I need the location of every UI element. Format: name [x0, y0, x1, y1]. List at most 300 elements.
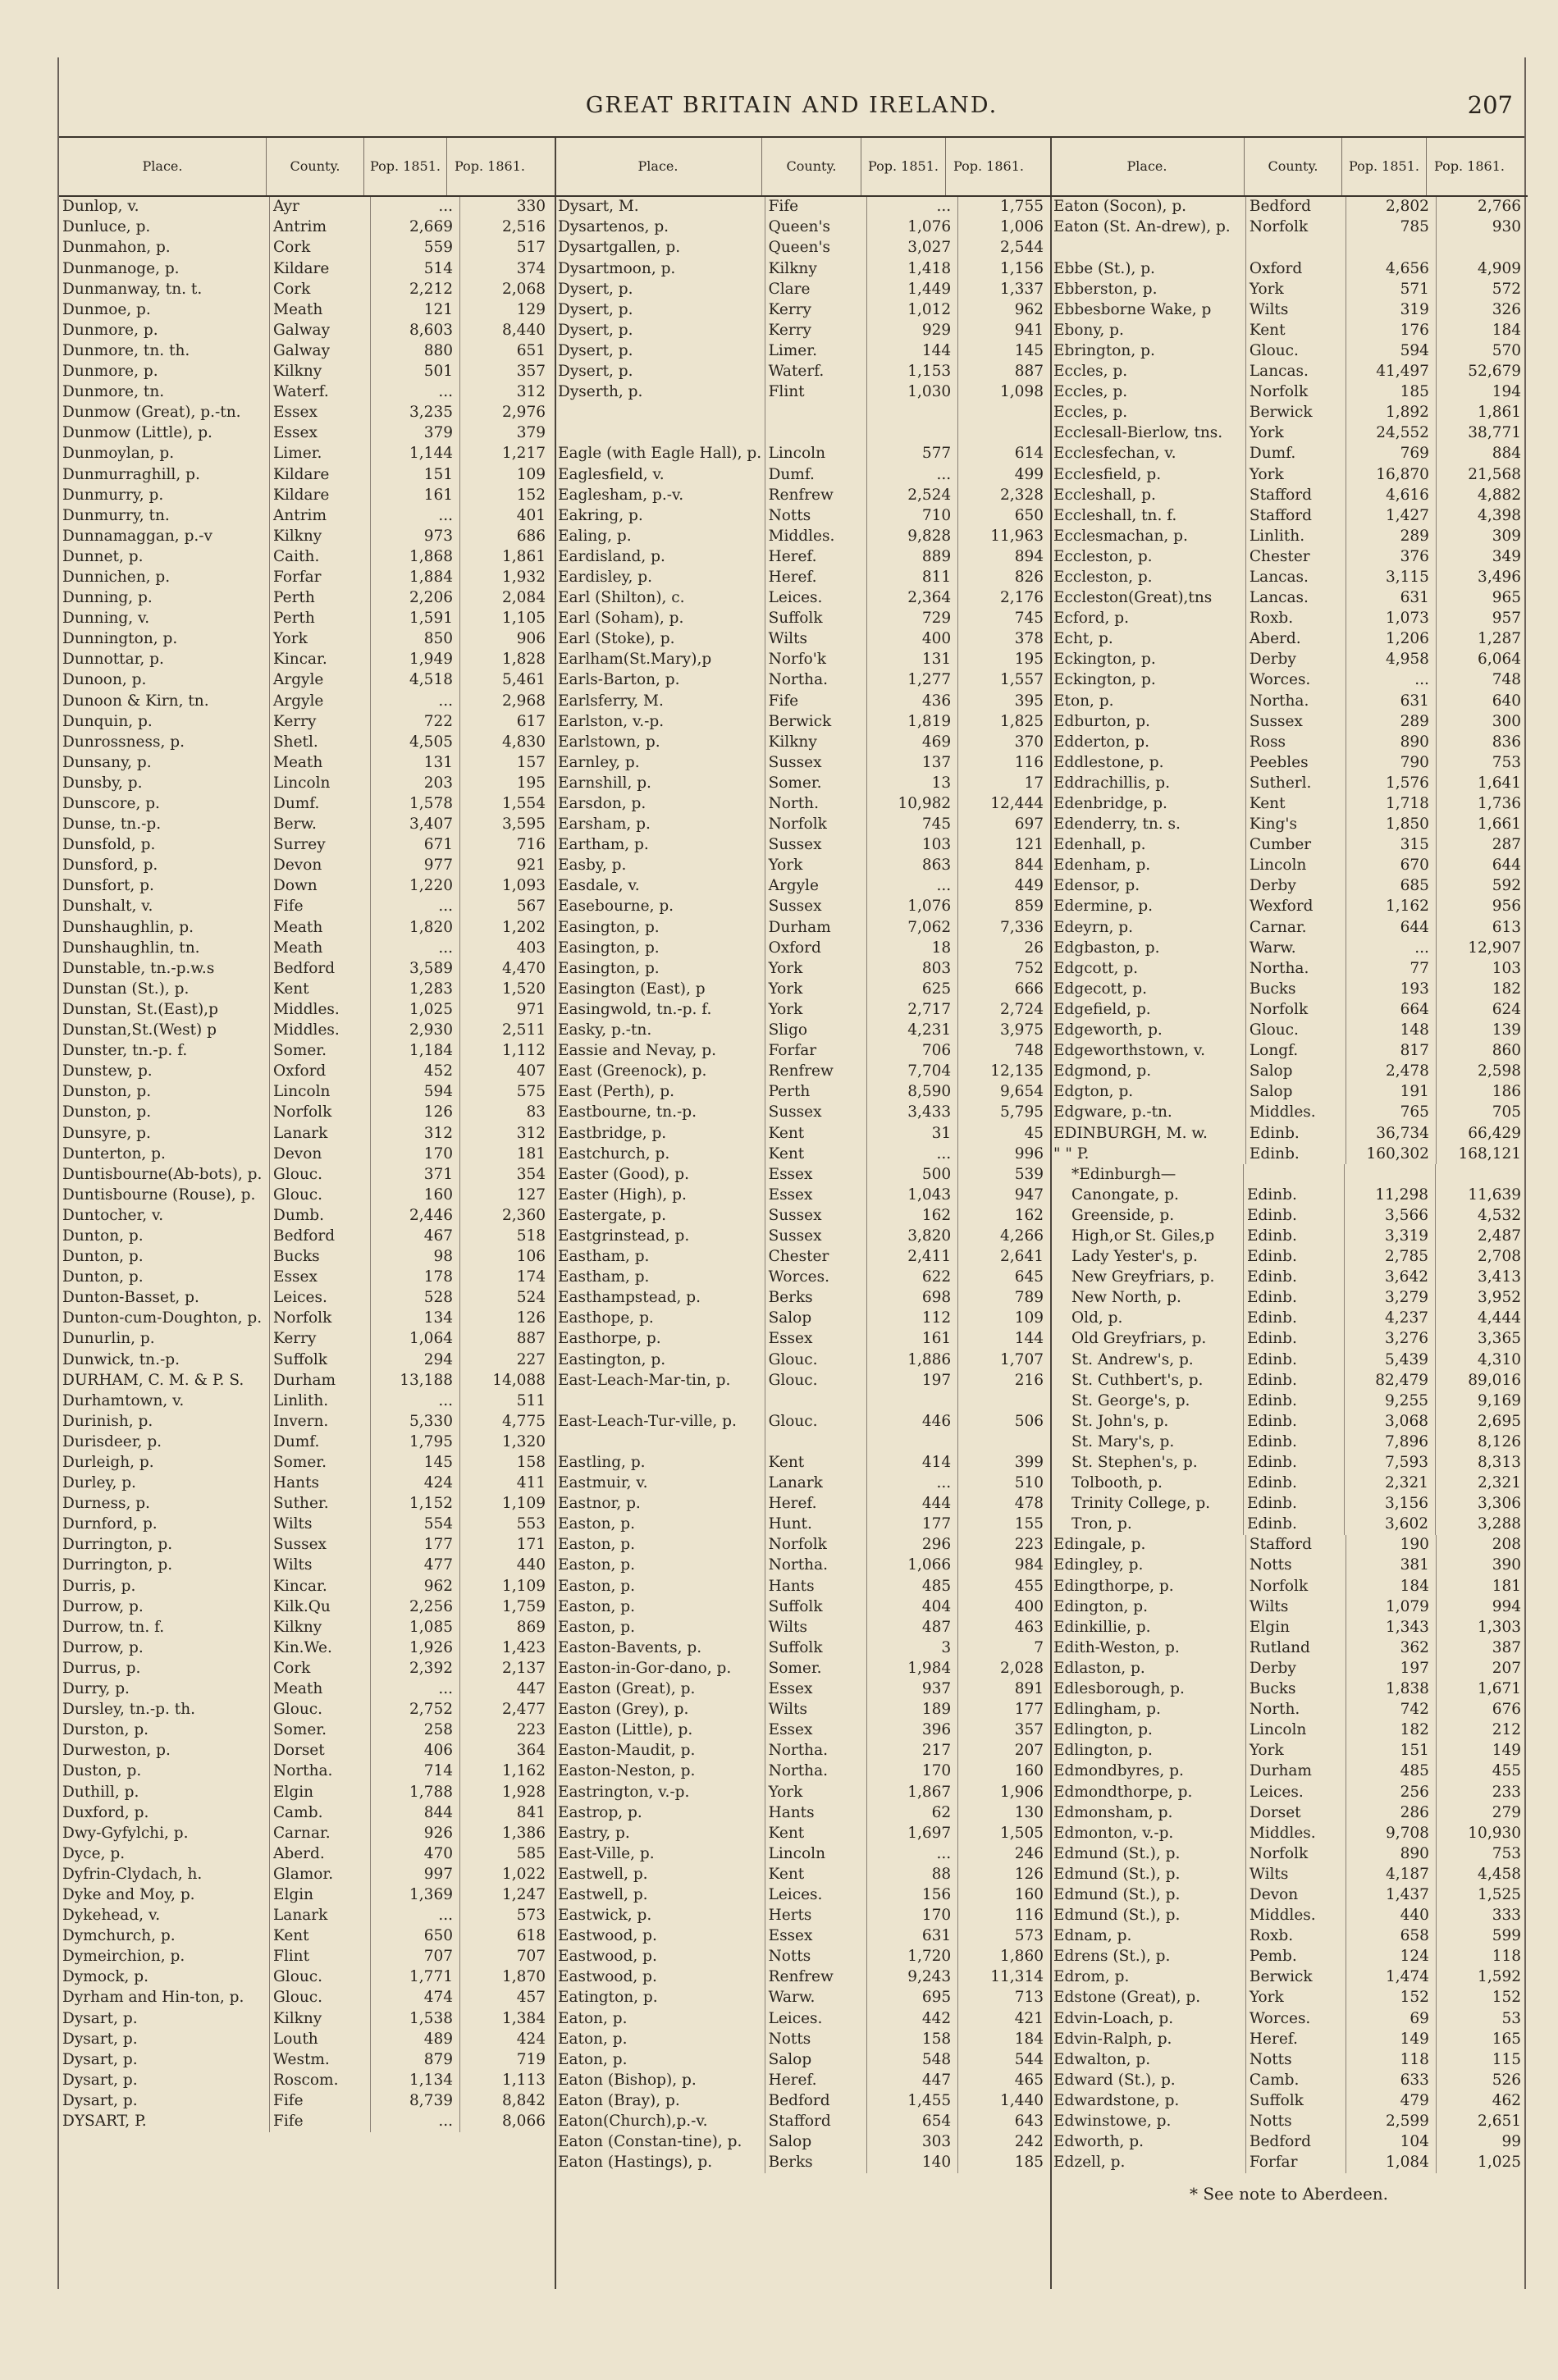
place-cell: Easton, p. [555, 1576, 765, 1597]
county-cell: Shetl. [270, 732, 371, 752]
table-row [59, 362, 555, 382]
county-cell: Westm. [270, 2049, 371, 2070]
column-header-row [59, 138, 555, 197]
table-row [59, 650, 555, 670]
pop-1861-cell: 956 [1492, 899, 1522, 915]
pop-1861-cell: 613 [1492, 920, 1522, 936]
pop-1861-cell: 697 [1014, 817, 1044, 833]
county-cell: Glouc. [1246, 341, 1346, 362]
county-cell: Flint [270, 1947, 371, 1967]
place-cell: Dunluce, p. [59, 217, 270, 238]
county-cell: Essex [765, 1164, 868, 1185]
county-cell: Renfrew [765, 1062, 868, 1082]
place-cell: Edgware, p.-tn. [1050, 1103, 1246, 1123]
pop-1851-cell: 631 [1346, 588, 1437, 609]
table-row [555, 2029, 1050, 2049]
place-cell: Duthill, p. [59, 1782, 270, 1802]
pop-1851-cell: 470 [371, 1844, 460, 1865]
place-cell: Dunmow (Little), p. [59, 423, 270, 444]
place-cell: Edwardstone, p. [1050, 2091, 1246, 2112]
column-header-pop1851: Pop. 1851. [364, 138, 447, 195]
county-cell: Somer. [765, 1659, 868, 1679]
table-row [59, 1432, 555, 1453]
table-row [555, 2153, 1050, 2173]
table-row [555, 547, 1050, 568]
pop-1861-cell: 1,006 [1000, 220, 1044, 235]
table-row [59, 568, 555, 588]
place-cell: Eagle (with Eagle Hall), p. [555, 444, 765, 464]
county-cell: Lanark [765, 1473, 868, 1494]
place-cell: Edwinstowe, p. [1050, 2112, 1246, 2132]
pop-1851-cell: 2,524 [867, 485, 958, 505]
county-cell: Forfar [270, 568, 371, 588]
pop-1851-cell: 3,820 [867, 1227, 958, 1247]
county-cell: Durham [1246, 1761, 1346, 1782]
place-cell: St. John's, p. [1050, 1412, 1244, 1432]
pop-1861-cell: 1,093 [502, 879, 546, 894]
pop-1851-cell: 296 [867, 1535, 958, 1555]
pop-1851-cell: ... [371, 1679, 460, 1700]
place-cell: Eccleshall, tn. f. [1050, 505, 1246, 526]
table-row [555, 1782, 1050, 1802]
table-row [555, 1947, 1050, 1967]
pop-1851-cell: 671 [371, 835, 460, 856]
pop-1861-cell: 38,771 [1468, 426, 1522, 441]
pop-1861-cell: 707 [516, 1949, 546, 1965]
pop-1851-cell: ... [867, 197, 958, 217]
pop-1851-cell: 742 [1346, 1700, 1437, 1720]
pop-1861-cell: 1,825 [1000, 714, 1044, 730]
table-row [59, 258, 555, 279]
pop-1861-cell: 2,328 [1000, 487, 1044, 504]
county-cell: Warw. [1246, 938, 1346, 958]
column-header-pop1851: Pop. 1851. [1342, 138, 1427, 195]
place-cell: Edderton, p. [1050, 732, 1246, 752]
county-cell: Edinb. [1244, 1432, 1345, 1453]
place-cell: Easebourne, p. [555, 897, 765, 917]
table-row [1050, 691, 1528, 711]
table-row [59, 1885, 555, 1906]
pop-1851-cell: 10,982 [867, 794, 958, 815]
pop-1861-cell: 686 [516, 528, 546, 545]
place-cell: Edvin-Loach, p. [1050, 2008, 1246, 2029]
county-cell: Perth [270, 588, 371, 609]
pop-1851-cell: 2,206 [371, 588, 460, 609]
table-row [1050, 1617, 1528, 1638]
pop-1861-cell: 103 [1492, 961, 1522, 977]
county-cell: Glouc. [765, 1370, 868, 1391]
place-cell: Eakring, p. [555, 505, 765, 526]
table-row [1050, 1761, 1528, 1782]
table-row [1050, 279, 1528, 299]
column-header-row [1050, 138, 1528, 197]
place-cell: Dyce, p. [59, 1844, 270, 1865]
county-cell: Stafford [1246, 505, 1346, 526]
table-row [1050, 1144, 1528, 1164]
table-row [555, 403, 1050, 423]
county-cell: Kilkny [765, 732, 868, 752]
county-cell: Oxford [270, 1062, 371, 1082]
table-row [1050, 1638, 1528, 1659]
place-cell: Easby, p. [555, 856, 765, 876]
county-cell: Kent [765, 1823, 868, 1843]
pop-1851-cell: 3,642 [1345, 1268, 1436, 1288]
pop-1861-cell: 666 [1014, 981, 1044, 998]
pop-1851-cell: 3,566 [1345, 1206, 1436, 1227]
table-row [555, 485, 1050, 505]
county-cell: Kent [270, 980, 371, 1000]
county-cell: Chester [765, 1247, 868, 1268]
pop-1861-cell: 1,906 [1000, 1784, 1044, 1801]
table-row [555, 629, 1050, 650]
pop-1851-cell: 654 [867, 2112, 958, 2132]
pop-1861-cell: 3,306 [1478, 1496, 1521, 1512]
county-cell: Bedford [270, 958, 371, 979]
pop-1861-cell: 83 [526, 1105, 546, 1121]
pop-1851-cell: 1,576 [1346, 774, 1437, 794]
table-row [1050, 2049, 1528, 2070]
pop-1861-cell: 2,651 [1478, 2114, 1522, 2130]
place-cell: Eaton (Bray), p. [555, 2091, 765, 2112]
county-cell: Edinb. [1246, 1144, 1346, 1164]
pop-1851-cell: 144 [867, 341, 958, 362]
county-cell: Essex [765, 1185, 868, 1206]
table-row [59, 588, 555, 609]
pop-1851-cell: 7,896 [1345, 1432, 1436, 1453]
county-cell: Edinb. [1244, 1453, 1345, 1473]
county-cell: Essex [270, 1268, 371, 1288]
place-cell: Eastington, p. [555, 1350, 765, 1370]
table-row [555, 2132, 1050, 2153]
table-row [1050, 1967, 1528, 1988]
table-row [555, 1103, 1050, 1123]
pop-1851-cell: ... [867, 1144, 958, 1164]
place-cell: St. George's, p. [1050, 1391, 1244, 1411]
county-cell: Lanark [270, 1906, 371, 1926]
table-row [1050, 670, 1528, 691]
place-cell: Dunstable, tn.-p.w.s [59, 958, 270, 979]
pop-1851-cell: 362 [1346, 1638, 1437, 1659]
table-row [555, 1967, 1050, 1988]
table-row [59, 711, 555, 732]
table-row [59, 1473, 555, 1494]
pop-1851-cell: 485 [867, 1576, 958, 1597]
county-cell: Notts [1246, 2049, 1346, 2070]
county-cell: Chester [1246, 547, 1346, 568]
pop-1861-cell: 182 [1492, 981, 1522, 998]
pop-1851-cell: 548 [867, 2049, 958, 2070]
county-cell: Edinb. [1244, 1329, 1345, 1350]
county-cell: Renfrew [765, 485, 868, 505]
table-row [555, 1555, 1050, 1576]
pop-1851-cell: 1,788 [371, 1782, 460, 1802]
table-row [555, 217, 1050, 238]
place-cell: Easton-Maudit, p. [555, 1741, 765, 1761]
county-cell: Essex [270, 403, 371, 423]
county-cell: Bedford [1246, 197, 1346, 217]
place-cell: Eccleston, p. [1050, 547, 1246, 568]
county-cell: Kent [765, 1144, 868, 1164]
pop-1851-cell: 149 [1346, 2029, 1437, 2049]
table-row [555, 299, 1050, 320]
county-cell: Sussex [1246, 711, 1346, 732]
place-cell: Old Greyfriars, p. [1050, 1329, 1244, 1350]
place-cell: Edeyrn, p. [1050, 917, 1246, 938]
table-row [555, 1309, 1050, 1329]
pop-1851-cell: 406 [371, 1741, 460, 1761]
pop-1851-cell: 315 [1346, 835, 1437, 856]
place-cell: Ebony, p. [1050, 321, 1246, 341]
place-cell: Eccles, p. [1050, 382, 1246, 403]
table-row [555, 1885, 1050, 1906]
place-cell: Edingale, p. [1050, 1535, 1246, 1555]
place-cell [555, 403, 765, 423]
table-row [555, 2112, 1050, 2132]
table-row [59, 2049, 555, 2070]
county-cell: Norfolk [270, 1309, 371, 1329]
pop-1851-cell: 145 [371, 1453, 460, 1473]
county-cell: Essex [765, 1329, 868, 1350]
table-row [1050, 321, 1528, 341]
table-row [59, 1144, 555, 1164]
table-row [555, 1268, 1050, 1288]
county-cell: Glouc. [765, 1412, 868, 1432]
table-row [59, 1782, 555, 1802]
table-row [59, 876, 555, 897]
pop-1851-cell: 890 [1346, 1844, 1437, 1865]
pop-1851-cell: 1,283 [371, 980, 460, 1000]
pop-1861-cell: 478 [1014, 1496, 1044, 1512]
pop-1861-cell: 971 [516, 1002, 546, 1018]
pop-1851-cell: 973 [371, 527, 460, 547]
place-cell: Dunmanoge, p. [59, 258, 270, 279]
pop-1861-cell: 617 [516, 714, 546, 730]
table-row [555, 568, 1050, 588]
pop-1851-cell: 1,076 [867, 217, 958, 238]
place-cell: Dunrossness, p. [59, 732, 270, 752]
place-cell: Ebbesborne Wake, p [1050, 299, 1246, 320]
pop-1851-cell: 161 [371, 485, 460, 505]
place-cell: Ebrington, p. [1050, 341, 1246, 362]
county-cell: Notts [1246, 2112, 1346, 2132]
place-cell: Easthorpe, p. [555, 1329, 765, 1350]
table-row [59, 382, 555, 403]
table-row [1050, 1247, 1528, 1268]
pop-1861-cell: 287 [1492, 838, 1522, 853]
pop-1861-cell: 12,135 [990, 1064, 1044, 1080]
table-row [59, 1329, 555, 1350]
pop-1861-cell: 517 [516, 240, 546, 256]
county-cell: Kent [1246, 321, 1346, 341]
table-body [1050, 197, 1528, 2173]
pop-1861-cell: 585 [516, 1846, 546, 1862]
pop-1851-cell: 170 [867, 1761, 958, 1782]
pop-1851-cell: 170 [371, 1144, 460, 1164]
pop-1861-cell: 748 [1492, 673, 1522, 688]
pop-1861-cell: 4,470 [502, 961, 546, 977]
county-cell: Wilts [765, 1617, 868, 1638]
pop-1851-cell: 4,187 [1346, 1865, 1437, 1885]
pop-1861-cell: 109 [516, 467, 546, 483]
table-row [1050, 1823, 1528, 1843]
county-cell: Edinb. [1244, 1247, 1345, 1268]
county-cell: Middles. [1246, 1823, 1346, 1843]
pop-1861-cell: 1,861 [502, 549, 546, 565]
pop-1851-cell: 140 [867, 2153, 958, 2173]
pop-1861-cell: 207 [1492, 1661, 1522, 1677]
table-row [1050, 876, 1528, 897]
table-row [59, 238, 555, 258]
pop-1861-cell: 1,641 [1478, 775, 1522, 792]
pop-1861-cell: 127 [516, 1187, 546, 1204]
county-cell: Salop [1246, 1062, 1346, 1082]
table-row [59, 197, 555, 217]
place-cell: Eastham, p. [555, 1268, 765, 1288]
table-row [1050, 588, 1528, 609]
county-cell: Caith. [270, 547, 371, 568]
place-cell: Easton (Little), p. [555, 1720, 765, 1741]
county-cell: Edinb. [1244, 1412, 1345, 1432]
place-cell: Easton (Great), p. [555, 1679, 765, 1700]
pop-1861-cell: 1,932 [502, 569, 546, 586]
pop-1851-cell: 1,886 [867, 1350, 958, 1370]
place-cell: DYSART, P. [59, 2112, 270, 2132]
pop-1861-cell: 592 [1492, 879, 1522, 894]
county-cell: Essex [765, 1926, 868, 1947]
pop-1851-cell: 121 [371, 299, 460, 320]
table-row [59, 1555, 555, 1576]
column-header-county: County. [1245, 138, 1342, 195]
table-row [555, 1597, 1050, 1617]
county-cell: Cumber [1246, 835, 1346, 856]
pop-1851-cell: 8,603 [371, 321, 460, 341]
county-cell [765, 1432, 868, 1453]
pop-1861-cell: 1,423 [502, 1640, 546, 1656]
pop-1861-cell: 930 [1492, 220, 1522, 235]
pop-1851-cell: 31 [867, 1123, 958, 1144]
place-cell: Ebbe (St.), p. [1050, 258, 1246, 279]
place-cell: Ebberston, p. [1050, 279, 1246, 299]
place-cell: Ecclesmachan, p. [1050, 527, 1246, 547]
county-cell: Meath [270, 1679, 371, 1700]
place-cell: Dunton-cum-Doughton, p. [59, 1309, 270, 1329]
county-cell: Clare [765, 279, 868, 299]
pop-1851-cell: 13,188 [371, 1370, 460, 1391]
table-row [59, 670, 555, 691]
table-row [555, 1679, 1050, 1700]
place-cell: Dunlop, v. [59, 197, 270, 217]
pop-1861-cell: 2,084 [502, 591, 546, 606]
pop-1861-cell: 575 [516, 1085, 546, 1100]
pop-1861-cell: 1,520 [502, 981, 546, 998]
county-cell: Dorset [1246, 1802, 1346, 1823]
table-row [1050, 1782, 1528, 1802]
pop-1861-cell: 651 [516, 343, 546, 359]
place-cell: Dunnet, p. [59, 547, 270, 568]
table-row [1050, 444, 1528, 464]
table-row [59, 629, 555, 650]
pop-1861-cell: 330 [516, 199, 546, 215]
pop-1851-cell: 817 [1346, 1041, 1437, 1062]
pop-1861-cell: 645 [1014, 1270, 1044, 1286]
pop-1851-cell: 162 [867, 1206, 958, 1227]
pop-1861-cell: 186 [1492, 1085, 1522, 1100]
pop-1851-cell: 3,279 [1345, 1288, 1436, 1309]
place-cell: Earsham, p. [555, 815, 765, 835]
county-cell: Edinb. [1244, 1268, 1345, 1288]
pop-1861-cell: 573 [516, 1908, 546, 1924]
pop-1851-cell: 182 [1346, 1720, 1437, 1741]
pop-1851-cell: 622 [867, 1268, 958, 1288]
place-cell: Easton (Grey), p. [555, 1700, 765, 1720]
county-cell: Devon [1246, 1885, 1346, 1906]
table-row [555, 876, 1050, 897]
place-cell: Edermine, p. [1050, 897, 1246, 917]
place-cell: Dysartenos, p. [555, 217, 765, 238]
place-cell: Old, p. [1050, 1309, 1244, 1329]
pop-1861-cell: 162 [1014, 1208, 1044, 1224]
place-cell: Dunning, v. [59, 609, 270, 629]
place-cell: Eddlestone, p. [1050, 753, 1246, 774]
table-row [59, 897, 555, 917]
pop-1851-cell: 404 [867, 1597, 958, 1617]
pop-1851-cell: 1,134 [371, 2071, 460, 2091]
table-row [555, 691, 1050, 711]
table-row [59, 1988, 555, 2008]
county-cell: Fife [270, 2091, 371, 2112]
table-row [1050, 1391, 1528, 1411]
table-row [1050, 2132, 1528, 2153]
table-row [1050, 1926, 1528, 1947]
county-cell: Heref. [765, 568, 868, 588]
place-cell: Dunmore, tn. th. [59, 341, 270, 362]
pop-1861-cell: 462 [1492, 2093, 1522, 2109]
place-cell: Eastrop, p. [555, 1802, 765, 1823]
table-row [1050, 1535, 1528, 1555]
pop-1861-cell: 553 [516, 1517, 546, 1533]
county-cell: Somer. [270, 1720, 371, 1741]
pop-1851-cell: 118 [1346, 2049, 1437, 2070]
county-cell: Berwick [765, 711, 868, 732]
county-cell: Wilts [765, 1700, 868, 1720]
pop-1851-cell: 479 [1346, 2091, 1437, 2112]
table-row [1050, 1947, 1528, 1967]
pop-1851-cell: 217 [867, 1741, 958, 1761]
county-cell: Queen's [765, 238, 868, 258]
table-row [555, 238, 1050, 258]
county-cell: Glouc. [270, 1988, 371, 2008]
pop-1851-cell: 7,593 [1345, 1453, 1436, 1473]
column-header-row [555, 138, 1050, 197]
column-header-pop1861: Pop. 1861. [953, 158, 1024, 175]
table-row [59, 1576, 555, 1597]
place-cell: Easky, p.-tn. [555, 1021, 765, 1041]
place-cell: Edenderry, tn. s. [1050, 815, 1246, 835]
county-cell: York [1246, 279, 1346, 299]
county-cell: King's [1246, 815, 1346, 835]
table-row [59, 1679, 555, 1700]
pop-1861-cell: 1,525 [1478, 1887, 1522, 1903]
table-row [555, 1288, 1050, 1309]
place-cell: Edenham, p. [1050, 856, 1246, 876]
pop-1851-cell: 2,930 [371, 1021, 460, 1041]
county-cell: Somer. [765, 774, 868, 794]
place-cell: Edenbridge, p. [1050, 794, 1246, 815]
pop-1861-cell: 1,022 [502, 1866, 546, 1883]
table-row [59, 1659, 555, 1679]
pop-1861-cell: 4,909 [1478, 261, 1522, 277]
table-row [1050, 794, 1528, 815]
